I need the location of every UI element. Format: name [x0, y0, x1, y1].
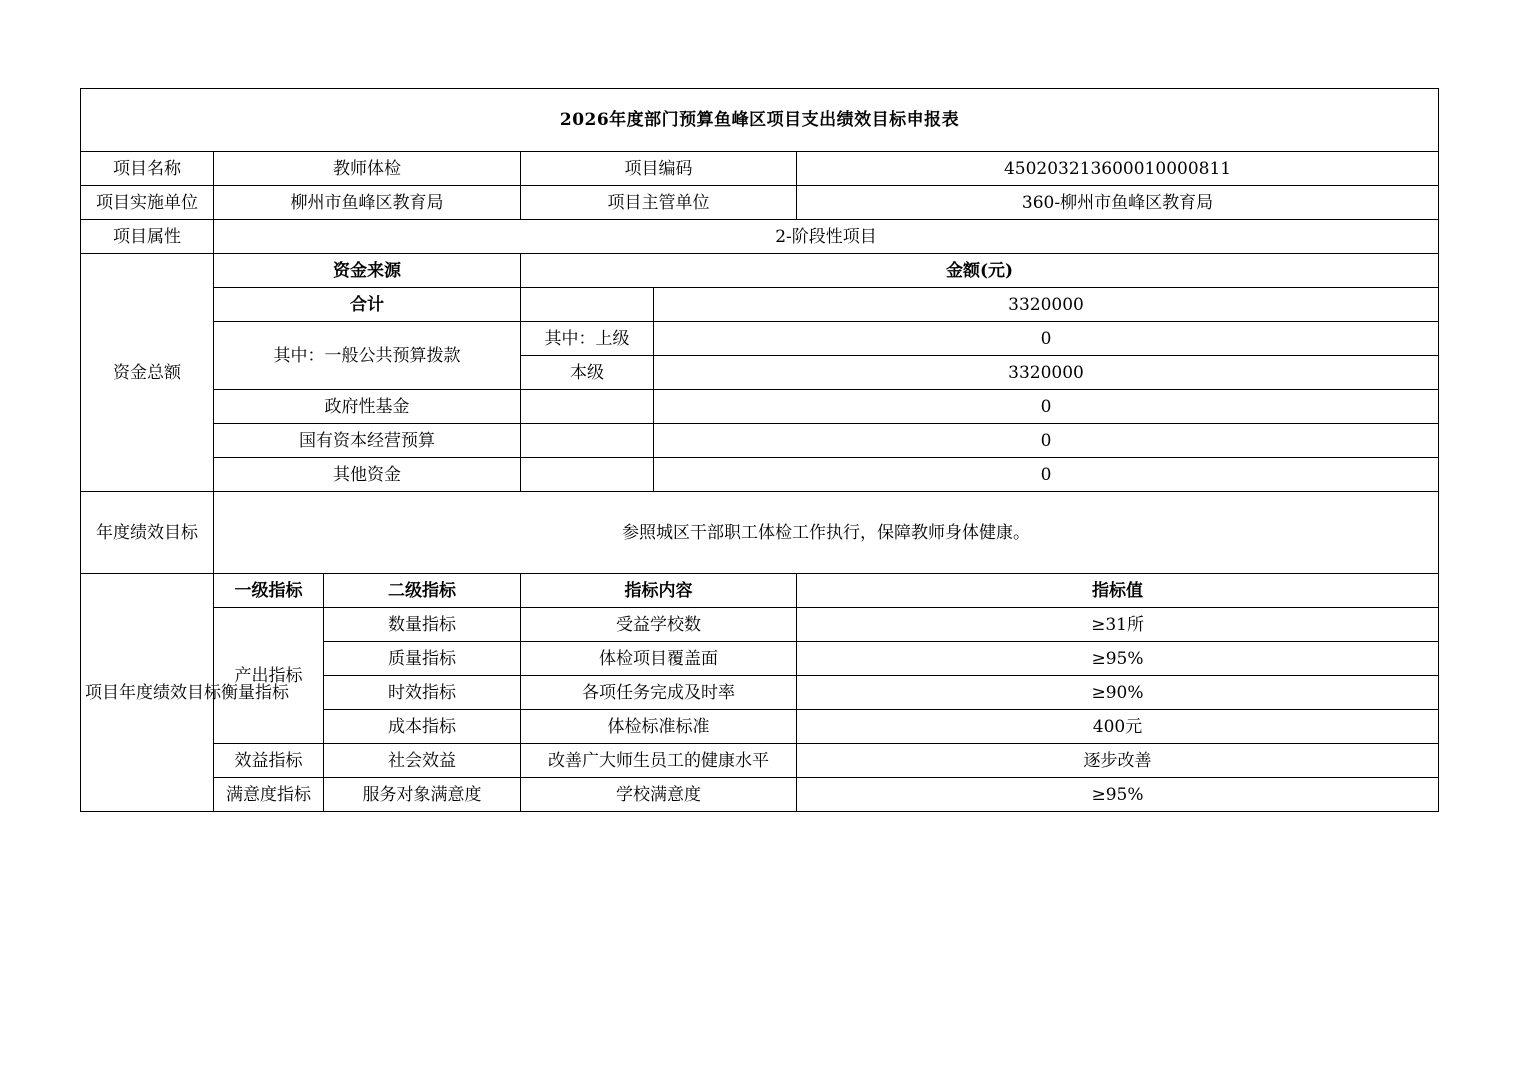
level1-header: 一级指标 [214, 574, 324, 608]
impl-unit-label: 项目实施单位 [81, 186, 214, 220]
indicators-section-label: 项目年度绩效目标衡量指标 [81, 574, 214, 812]
project-code-label: 项目编码 [521, 152, 797, 186]
form-table [80, 88, 1439, 812]
annual-goal-label: 年度绩效目标 [81, 492, 214, 574]
table-row-level2: 成本指标 [324, 710, 521, 744]
upper-level-value: 0 [654, 322, 1439, 356]
project-code-value: 450203213600010000811 [797, 152, 1439, 186]
annual-goal-text: 参照城区干部职工体检工作执行，保障教师身体健康。 [214, 492, 1439, 574]
table-row-value: ≥90% [797, 676, 1439, 710]
satisfaction-indicator-label: 满意度指标 [214, 778, 324, 812]
supervisor-unit-value: 360-柳州市鱼峰区教育局 [797, 186, 1439, 220]
total-label: 合计 [214, 288, 521, 322]
table-row-level2: 数量指标 [324, 608, 521, 642]
project-name-label: 项目名称 [81, 152, 214, 186]
table-row-content: 体检项目覆盖面 [521, 642, 797, 676]
funds-section-label: 资金总额 [81, 254, 214, 492]
state-capital-value: 0 [654, 424, 1439, 458]
project-name-value: 教师体检 [214, 152, 521, 186]
other-funds-blank-cell [521, 458, 654, 492]
impl-unit-value: 柳州市鱼峰区教育局 [214, 186, 521, 220]
table-row-content: 受益学校数 [521, 608, 797, 642]
level2-header: 二级指标 [324, 574, 521, 608]
amount-header: 金额(元) [521, 254, 1439, 288]
total-value: 3320000 [654, 288, 1439, 322]
other-funds-value: 0 [654, 458, 1439, 492]
table-row-value: ≥95% [797, 778, 1439, 812]
general-budget-label: 其中：一般公共预算拨款 [214, 322, 521, 390]
page-title: 2026年度部门预算鱼峰区项目支出绩效目标申报表 [81, 89, 1439, 152]
state-capital-label: 国有资本经营预算 [214, 424, 521, 458]
gov-fund-label: 政府性基金 [214, 390, 521, 424]
local-level-label: 本级 [521, 356, 654, 390]
state-capital-blank-cell [521, 424, 654, 458]
table-row-level2: 服务对象满意度 [324, 778, 521, 812]
table-row-level2: 质量指标 [324, 642, 521, 676]
total-blank-cell [521, 288, 654, 322]
table-row-value: ≥95% [797, 642, 1439, 676]
benefit-indicator-label: 效益指标 [214, 744, 324, 778]
table-row-content: 各项任务完成及时率 [521, 676, 797, 710]
other-funds-label: 其他资金 [214, 458, 521, 492]
gov-fund-value: 0 [654, 390, 1439, 424]
gov-fund-blank-cell [521, 390, 654, 424]
table-row-content: 体检标准标准 [521, 710, 797, 744]
fund-source-header: 资金来源 [214, 254, 521, 288]
table-row-value: 逐步改善 [797, 744, 1439, 778]
table-row-value: 400元 [797, 710, 1439, 744]
table-row-value: ≥31所 [797, 608, 1439, 642]
output-indicator-label: 产出指标 [214, 608, 324, 744]
project-attr-value: 2-阶段性项目 [214, 220, 1439, 254]
upper-level-label: 其中：上级 [521, 322, 654, 356]
supervisor-unit-label: 项目主管单位 [521, 186, 797, 220]
table-row-content: 改善广大师生员工的健康水平 [521, 744, 797, 778]
performance-form [80, 88, 1439, 812]
table-row-level2: 时效指标 [324, 676, 521, 710]
value-header: 指标值 [797, 574, 1439, 608]
table-row-content: 学校满意度 [521, 778, 797, 812]
content-header: 指标内容 [521, 574, 797, 608]
project-attr-label: 项目属性 [81, 220, 214, 254]
local-level-value: 3320000 [654, 356, 1439, 390]
table-row-level2: 社会效益 [324, 744, 521, 778]
